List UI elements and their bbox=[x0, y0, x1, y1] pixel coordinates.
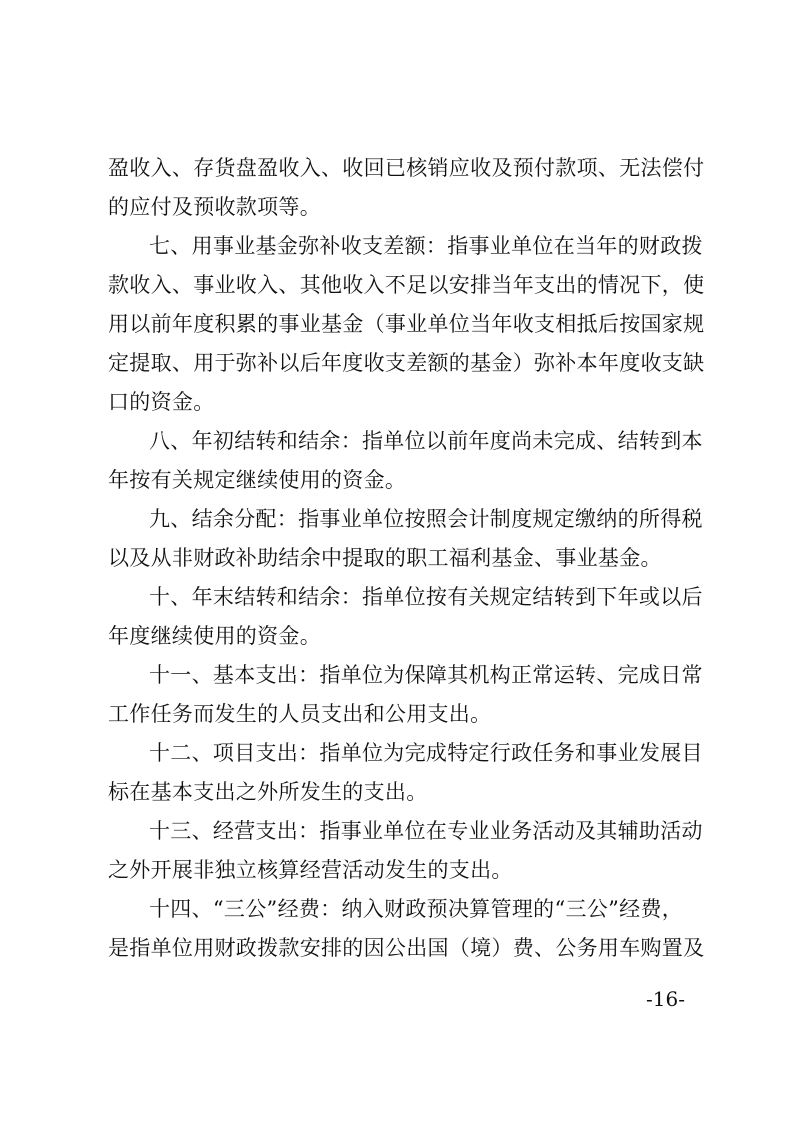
text-line: 款收入、事业收入、其他收入不足以安排当年支出的情况下，使 bbox=[108, 273, 705, 297]
text-line: 以及从非财政补助结余中提取的职工福利基金、事业基金。 bbox=[108, 546, 662, 570]
paragraph-10-start: 十、年末结转和结余：指单位按有关规定结转到下年或以后 bbox=[149, 585, 703, 609]
paragraph-12-start: 十二、项目支出：指单位为完成特定行政任务和事业发展目 bbox=[149, 741, 703, 765]
paragraph-14-start: 十四、“三公”经费：纳入财政预决算管理的“三公”经费， bbox=[149, 897, 684, 921]
text-line: 盈收入、存货盘盈收入、收回已核销应收及预付款项、无法偿付 bbox=[108, 156, 705, 180]
paragraph-8-start: 八、年初结转和结余：指单位以前年度尚未完成、结转到本 bbox=[149, 429, 703, 453]
paragraph-9-start: 九、结余分配：指事业单位按照会计制度规定缴纳的所得税 bbox=[149, 507, 703, 531]
page-number: -16- bbox=[646, 987, 685, 1011]
text-line: 工作任务而发生的人员支出和公用支出。 bbox=[108, 702, 492, 726]
paragraph-11-start: 十一、基本支出：指单位为保障其机构正常运转、完成日常 bbox=[149, 663, 703, 687]
paragraph-13-start: 十三、经营支出：指事业单位在专业业务活动及其辅助活动 bbox=[149, 819, 703, 843]
text-line: 之外开展非独立核算经营活动发生的支出。 bbox=[108, 858, 513, 882]
text-line: 定提取、用于弥补以后年度收支差额的基金）弥补本年度收支缺 bbox=[108, 351, 705, 375]
text-line: 标在基本支出之外所发生的支出。 bbox=[108, 780, 428, 804]
text-line: 年度继续使用的资金。 bbox=[108, 624, 321, 648]
text-line: 用以前年度积累的事业基金（事业单位当年收支相抵后按国家规 bbox=[108, 312, 705, 336]
text-line: 是指单位用财政拨款安排的因公出国（境）费、公务用车购置及 bbox=[108, 936, 705, 960]
text-line: 年按有关规定继续使用的资金。 bbox=[108, 468, 407, 492]
text-line: 口的资金。 bbox=[108, 390, 215, 414]
text-line: 的应付及预收款项等。 bbox=[108, 195, 321, 219]
paragraph-7-start: 七、用事业基金弥补收支差额：指事业单位在当年的财政拨 bbox=[149, 234, 703, 258]
